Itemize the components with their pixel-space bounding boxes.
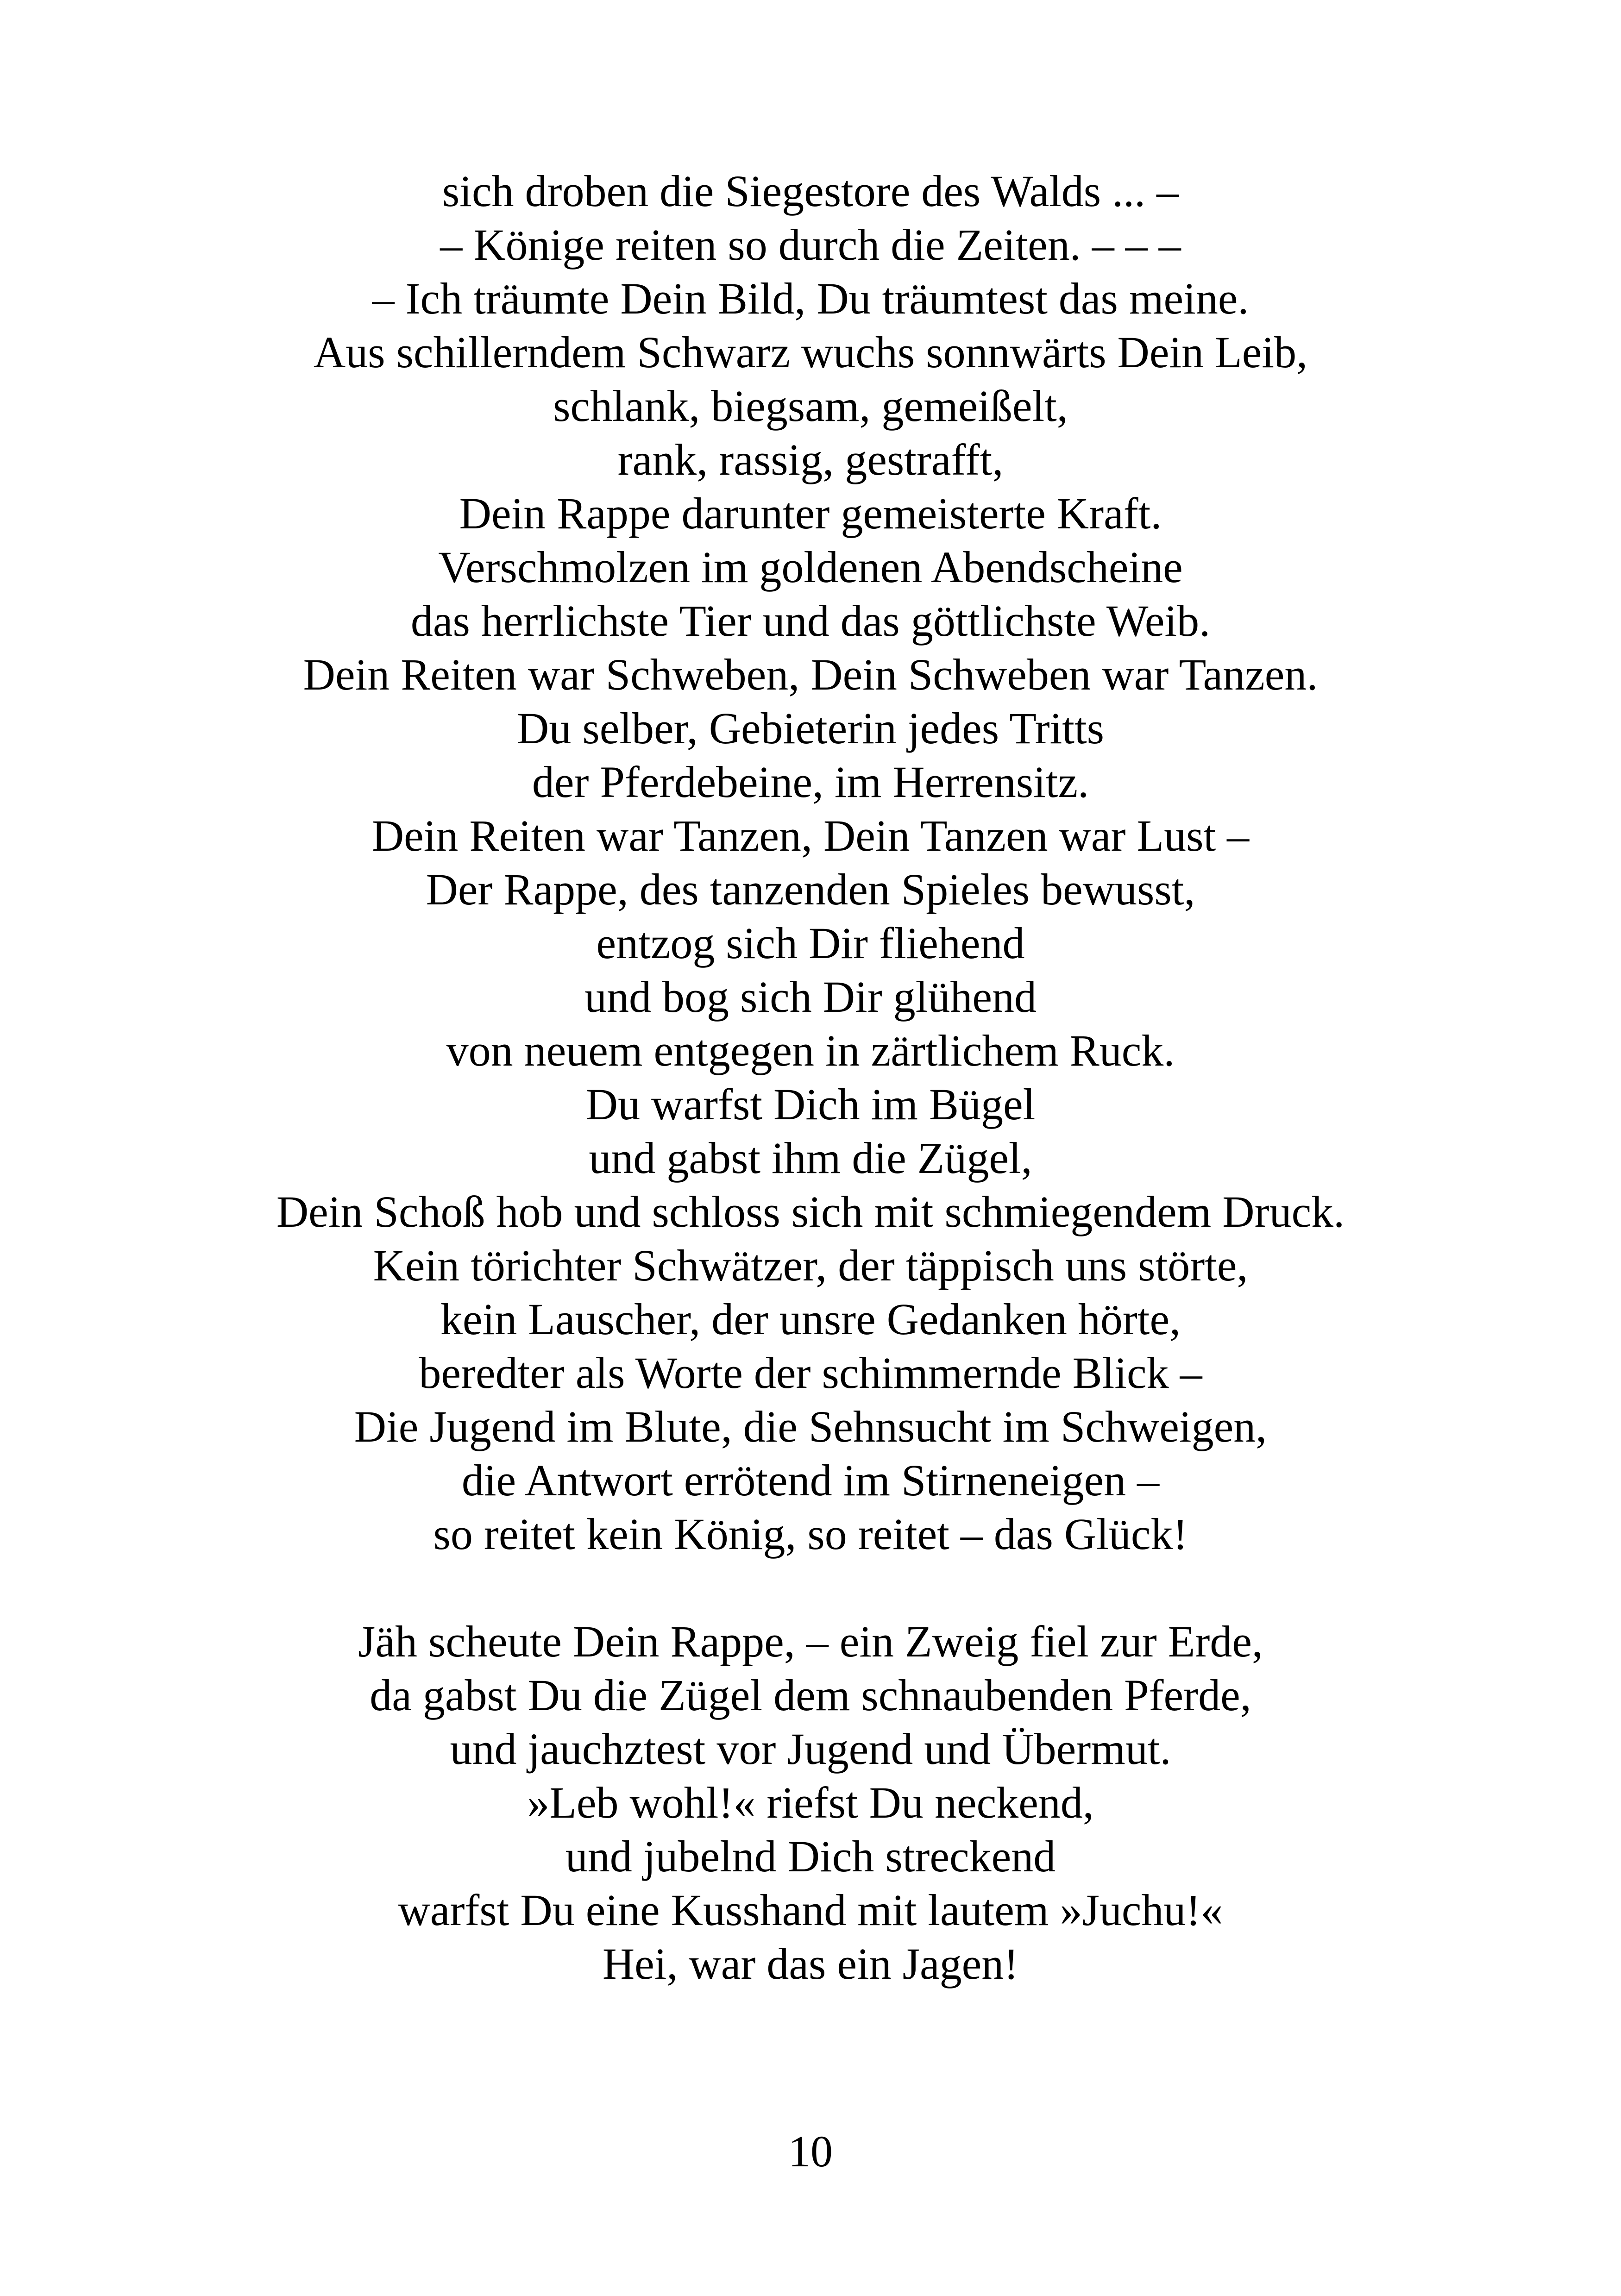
- poem-line: und bog sich Dir glühend: [584, 972, 1037, 1022]
- poem-line: schlank, biegsam, gemeißelt,: [553, 381, 1068, 431]
- poem-stanza: [0, 164, 1621, 1561]
- poem-line: Hei, war das ein Jagen!: [602, 1939, 1019, 1989]
- poem-line: Dein Reiten war Schweben, Dein Schweben war Tanzen.: [303, 650, 1318, 699]
- poem-line: Du warfst Dich im Bügel: [585, 1079, 1036, 1129]
- poem-line: Der Rappe, des tanzenden Spieles bewusst,: [426, 865, 1195, 914]
- poem-line: Dein Reiten war Tanzen, Dein Tanzen war Lust –: [371, 811, 1250, 860]
- poem-line: von neuem entgegen in zärtlichem Ruck.: [446, 1026, 1175, 1075]
- poem-line: Du selber, Gebieterin jedes Tritts: [517, 703, 1104, 753]
- poem-line: Dein Rappe darunter gemeisterte Kraft.: [459, 489, 1162, 538]
- page-number: 10: [788, 2127, 833, 2176]
- poem-line: rank, rassig, gestrafft,: [617, 435, 1004, 484]
- poem-text: [0, 164, 1621, 1991]
- poem-line: Aus schillerndem Schwarz wuchs sonnwärts Dein Leib,: [313, 327, 1308, 377]
- poem-line: der Pferdebeine, im Herrensitz.: [532, 757, 1089, 807]
- poem-line: so reitet kein König, so reitet – das Glück!: [433, 1509, 1188, 1559]
- poem-line: – Könige reiten so durch die Zeiten. – – –: [440, 220, 1181, 270]
- poem-line: Kein törichter Schwätzer, der täppisch uns störte,: [373, 1241, 1248, 1290]
- poem-line: Verschmolzen im goldenen Abendscheine: [438, 542, 1183, 592]
- poem-line: Die Jugend im Blute, die Sehnsucht im Schweigen,: [354, 1402, 1267, 1451]
- poem-line: und gabst ihm die Zügel,: [589, 1133, 1032, 1183]
- poem-line: und jubelnd Dich streckend: [565, 1832, 1056, 1881]
- poem-line: – Ich träumte Dein Bild, Du träumtest das meine.: [372, 274, 1249, 323]
- poem-line: da gabst Du die Zügel dem schnaubenden Pferde,: [370, 1670, 1251, 1720]
- poem-line: das herrlichste Tier und das göttlichste Weib.: [410, 596, 1211, 646]
- poem-line: und jauchztest vor Jugend und Übermut.: [450, 1724, 1171, 1774]
- poem-line: die Antwort errötend im Stirneneigen –: [461, 1455, 1160, 1505]
- poem-line: entzog sich Dir fliehend: [596, 918, 1025, 968]
- poem-line: sich droben die Siegestore des Walds ... –: [442, 166, 1179, 216]
- poem-line: »Leb wohl!« riefst Du neckend,: [527, 1778, 1094, 1827]
- poem-line: warfst Du eine Kusshand mit lautem »Juchu!«: [398, 1885, 1223, 1935]
- poem-line: Dein Schoß hob und schloss sich mit schmiegendem Druck.: [276, 1187, 1345, 1236]
- poem-line: beredter als Worte der schimmernde Blick –: [419, 1348, 1202, 1398]
- poem-stanza: [0, 1615, 1621, 1991]
- poem-line: Jäh scheute Dein Rappe, – ein Zweig fiel zur Erde,: [358, 1617, 1263, 1666]
- poem-line: kein Lauscher, der unsre Gedanken hörte,: [440, 1294, 1181, 1344]
